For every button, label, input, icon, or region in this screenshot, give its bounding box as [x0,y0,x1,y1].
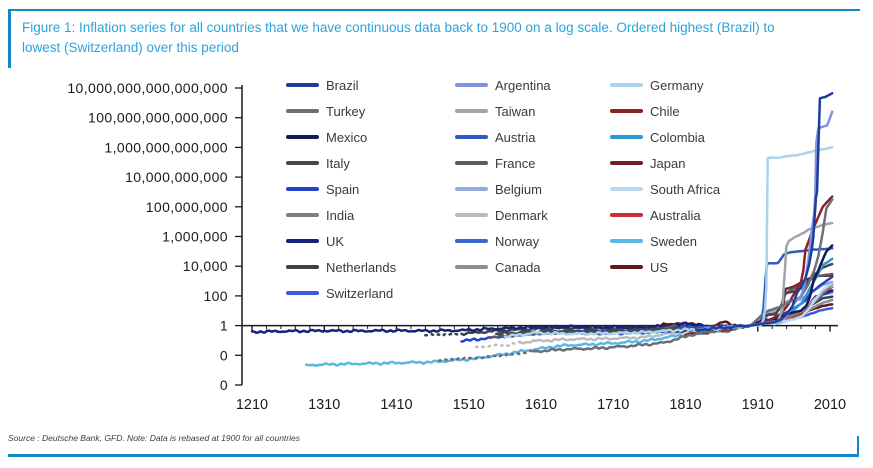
source-note: Source : Deutsche Bank, GFD. Note: Data is rebased at 1900 for all countries [8,433,300,443]
legend-label: Japan [650,155,686,171]
legend-label: Sweden [650,233,697,249]
legend-label: Mexico [326,129,368,145]
y-tick-label: 0 [219,377,228,393]
legend-label: Turkey [326,103,366,119]
y-tick-label: 10,000,000,000,000,000 [67,80,228,96]
x-tick-label: 1910 [741,397,774,413]
legend-label: Argentina [495,77,551,93]
legend-item-brazil [286,78,455,93]
legend-swatch-france [455,161,488,164]
y-tick-label: 100,000,000 [145,198,228,215]
legend-item-france [455,156,610,171]
legend-item-germany [610,78,780,93]
legend-label: Chile [650,103,680,119]
legend-label: Australia [650,207,701,223]
legend-label: US [650,259,669,275]
legend-label: France [495,155,536,171]
legend-swatch-italy [286,161,319,164]
legend-swatch-spain [286,187,319,190]
legend-swatch-canada [455,265,488,268]
legend-item-netherlands [286,260,455,275]
legend-swatch-argentina [455,83,488,86]
legend-label: Norway [495,233,540,249]
legend-swatch-turkey [286,109,319,112]
legend-swatch-austria [455,135,488,138]
legend-label: India [326,207,355,223]
x-tick-label: 1810 [669,397,702,413]
legend-label: Italy [326,155,350,171]
bottom-accent-rule [8,454,859,457]
series-line-denmark-early [476,342,519,348]
legend-item-mexico [286,130,455,145]
series-line-netherlands-early [425,333,461,336]
legend-swatch-japan [610,161,643,164]
legend-label: Brazil [326,77,359,93]
legend-label: Spain [326,181,360,197]
legend-label: Netherlands [326,259,397,275]
legend-item-taiwan [455,104,610,119]
x-tick-label: 2010 [813,397,847,413]
legend-swatch-taiwan [455,109,488,112]
legend-item-us [610,260,780,275]
x-tick-label: 1710 [597,397,630,413]
x-tick-label: 1510 [452,397,485,413]
legend-label: Belgium [495,181,542,197]
legend-label: Austria [495,129,536,145]
y-tick-label: 100,000,000,000,000 [88,109,228,126]
figure-title: Figure 1: Inflation series for all countries that we have continuous data back to 1900 on a log scale. Ordered highest (Brazil) to lowest (Switzerland) over this period [22,20,775,56]
legend-swatch-brazil [286,83,319,86]
legend-item-uk [286,234,455,249]
legend-swatch-mexico [286,135,319,138]
legend-item-turkey [286,104,455,119]
legend-swatch-chile [610,109,643,112]
legend-swatch-colombia [610,135,643,138]
legend-swatch-uk [286,239,319,242]
legend-item-spain [286,182,455,197]
legend-item-sweden [610,234,780,249]
legend-label: South Africa [650,181,721,197]
legend-item-australia [610,208,780,223]
legend-item-denmark [455,208,610,223]
legend-swatch-sweden [610,239,643,242]
chart-legend [286,72,780,306]
bottom-accent-riser [857,436,860,457]
legend-item-canada [455,260,610,275]
legend-label: Colombia [650,129,705,145]
legend-item-italy [286,156,455,171]
y-tick-label: 1,000,000 [162,228,228,245]
y-tick-label: 10,000 [182,258,228,275]
legend-swatch-australia [610,213,643,216]
x-tick-label: 1410 [380,397,413,413]
legend-swatch-switzerland [286,291,319,294]
legend-swatch-south-africa [610,187,643,190]
y-tick-label: 0 [219,347,228,364]
legend-swatch-germany [610,83,643,86]
y-tick-label: 10,000,000,000 [125,169,228,186]
x-tick-label: 1610 [524,397,558,413]
legend-item-india [286,208,455,223]
legend-label: UK [326,233,345,249]
x-tick-label: 1210 [235,397,269,413]
legend-label: Germany [650,77,704,93]
legend-item-chile [610,104,780,119]
y-tick-label: 1,000,000,000,000 [104,139,228,156]
x-tick-label: 1310 [308,397,341,413]
legend-item-belgium [455,182,610,197]
legend-label: Switzerland [326,285,394,301]
legend-label: Denmark [495,207,548,223]
legend-item-austria [455,130,610,145]
legend-item-south-africa [610,182,780,197]
legend-swatch-norway [455,239,488,242]
legend-label: Taiwan [495,103,536,119]
legend-swatch-india [286,213,319,216]
legend-label: Canada [495,259,541,275]
legend-swatch-belgium [455,187,488,190]
legend-item-norway [455,234,610,249]
legend-swatch-us [610,265,643,268]
legend-item-switzerland [286,286,455,301]
legend-item-argentina [455,78,610,93]
legend-swatch-netherlands [286,265,319,268]
legend-swatch-denmark [455,213,488,216]
y-tick-label: 1 [219,317,228,334]
y-tick-label: 100 [203,287,228,304]
legend-item-japan [610,156,780,171]
legend-item-colombia [610,130,780,145]
